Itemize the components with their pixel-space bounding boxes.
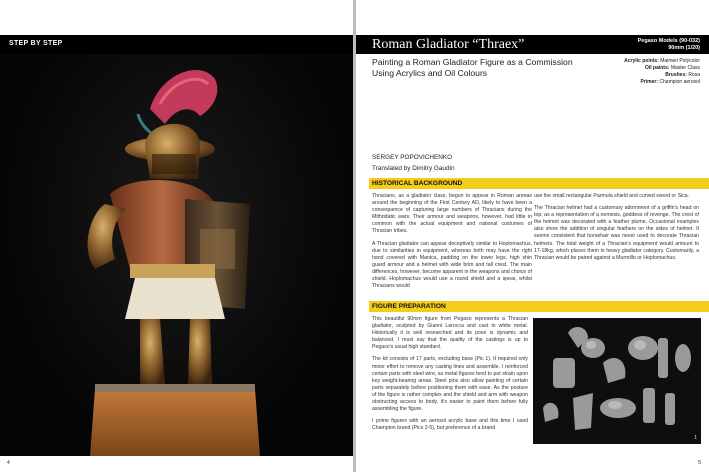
section-label: STEP BY STEP	[9, 40, 63, 47]
section-heading-text: FIGURE PREPARATION	[372, 303, 446, 310]
historical-background-heading	[369, 178, 709, 189]
author-name: SERGEY POPOVICHENKO	[372, 154, 453, 161]
historical-column-1	[372, 193, 532, 295]
materials-value: Rosa	[688, 72, 700, 78]
materials-value: Maimeri Polycolor	[660, 58, 700, 64]
figure-preparation-heading	[369, 301, 709, 312]
gladiator-figure-photo	[0, 54, 353, 456]
publisher-line-1: Pegaso Models (90-032)	[637, 38, 700, 44]
section-heading-text: HISTORICAL BACKGROUND	[372, 180, 463, 187]
paragraph: A Thracian gladiator can appear deceptively similar to Hoplomachus, due to similarities in equipment, whereas both may have the right hand covered with Manica, padding on the lower legs, high shin guard armour and a helmet with wide brim and tall crest. The main differences, however, become apparent in the weapons and choice of shield. Hoplomachus would use a round shield and a spear, whilst Thracians would	[372, 240, 532, 290]
publisher-info	[638, 38, 700, 52]
materials-value: Master Class	[670, 65, 700, 71]
paragraph: use the small rectangular Parmula shield and curved sword or Sica.	[534, 193, 690, 199]
materials-item	[624, 58, 700, 65]
historical-column-2	[534, 193, 699, 267]
paragraph: This beautiful 90mm figure from Pegaso represents a Thracian gladiator, sculpted by Gianni Larocca and cast in white metal. Historically it is well researched and its pose is dynamic and balanced. I must say that the quality of the castings is up to Pegaso's usual high standard.	[372, 316, 528, 351]
paragraph: Thracians, as a gladiator class, begun to appear in Roman arenas around the beginning of the First Century AD, likely to have been a consequence of capturing large numbers of Thracians during the Mithridatic wars. Their armour and weapons, however, had little in common with the actual equipment and national costumes of Thracian tribes.	[372, 193, 532, 235]
kit-parts-photo	[533, 318, 701, 444]
figure-preparation-column	[372, 316, 528, 437]
materials-item	[624, 72, 700, 79]
paragraph: I prime figures with an aerosol acrylic base and this time I used Champion brand (Pics 2-5), but preference of a brand	[372, 418, 528, 432]
materials-list	[624, 58, 700, 86]
article-title: Roman Gladiator “Thraex”	[372, 37, 525, 52]
article-subtitle: Painting a Roman Gladiator Figure as a Commission Using Acrylics and Oil Colours	[372, 57, 573, 78]
byline	[372, 152, 455, 174]
materials-label: Acrylic points:	[624, 58, 659, 64]
right-page	[356, 0, 709, 472]
left-page	[0, 0, 353, 472]
gladiator-figure-illustration	[0, 54, 353, 456]
translator-credit: Translated by Dimitry Gaudin	[372, 165, 455, 172]
paragraph: The Thracian helmet had a customary adornment of a griffin's head on top, as a representation of a nemesis, goddess of revenge. The crest of the helmet was decorated with a feather plume. Occasional examples also show the addition of singular feathers on the sides of helmet. It seems consistent that horsehair was never used to decorate Thracian helmets. The total weight of a Thracian's equipment would amount to 17-18kg, which places them in heavy gladiator category. Customarily, a Thracian would be paired against a Murmillo or Hoplomachus.	[534, 205, 699, 261]
publisher-line-2: 90mm (1/20)	[668, 45, 700, 51]
materials-value: Champion aerosol	[659, 79, 700, 85]
materials-label: Oil paints:	[644, 65, 670, 71]
materials-label: Brushes:	[665, 72, 687, 78]
title-bar	[356, 35, 709, 54]
materials-item	[624, 79, 700, 86]
materials-label: Primer:	[640, 79, 659, 85]
section-header-bar	[0, 35, 353, 54]
materials-item	[624, 65, 700, 72]
page-number-left: 4	[7, 460, 10, 466]
photo-caption-number: 1	[694, 435, 697, 441]
page-number-right: 5	[698, 460, 701, 466]
paragraph: The kit consists of 17 parts, excluding base (Pic 1). It required only minor effort to remove any casting lines and assemble. I reinforced certain parts with steel wire, as metal figures tend to put strain upon key weight-bearing areas. Steel pins also allow painting of certain parts separately before positioning them with ease. As the posture of the figure is rather complex and the shield and arm with weapon obstructing access to body, it's easier to paint them before fully assembling the figure.	[372, 356, 528, 413]
kit-parts-illustration	[533, 318, 701, 444]
